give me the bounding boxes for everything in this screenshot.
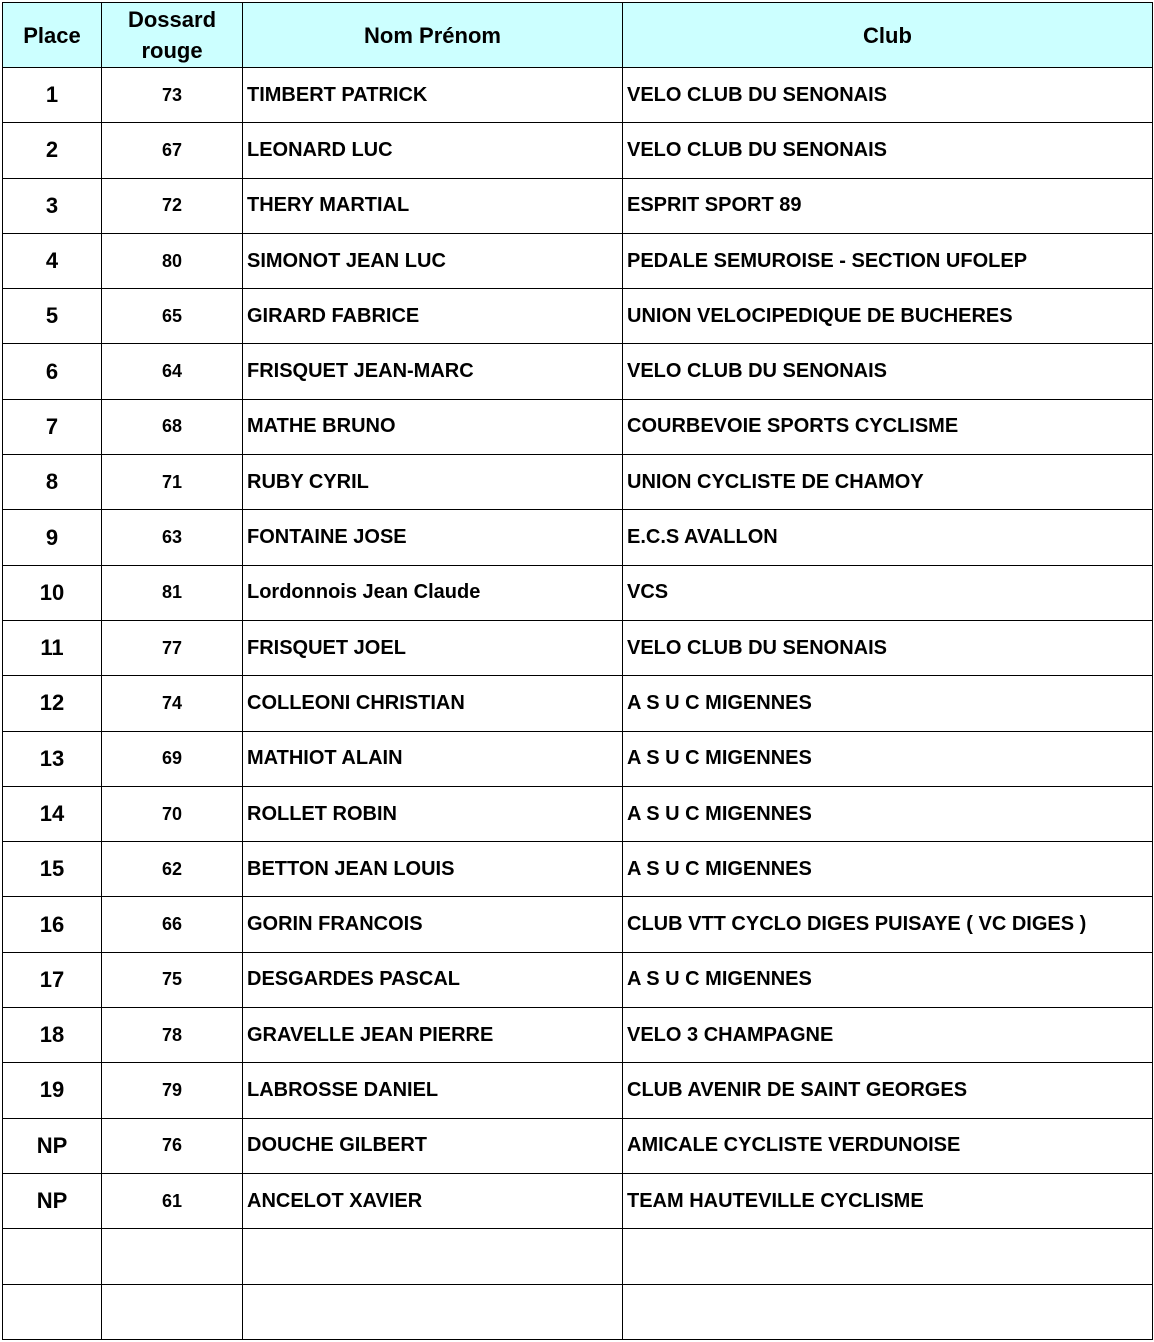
cell-dossard xyxy=(102,1229,243,1284)
cell-place: 14 xyxy=(3,786,102,841)
cell-club: CLUB VTT CYCLO DIGES PUISAYE ( VC DIGES ) xyxy=(623,897,1153,952)
cell-dossard: 81 xyxy=(102,565,243,620)
cell-place xyxy=(3,1229,102,1284)
cell-nom: RUBY CYRIL xyxy=(243,455,623,510)
cell-nom: SIMONOT JEAN LUC xyxy=(243,233,623,288)
cell-club: E.C.S AVALLON xyxy=(623,510,1153,565)
cell-nom: Lordonnois Jean Claude xyxy=(243,565,623,620)
cell-nom: MATHIOT ALAIN xyxy=(243,731,623,786)
cell-nom: GORIN FRANCOIS xyxy=(243,897,623,952)
cell-place: 12 xyxy=(3,676,102,731)
cell-dossard: 62 xyxy=(102,842,243,897)
cell-place: 9 xyxy=(3,510,102,565)
cell-nom: FRISQUET JEAN-MARC xyxy=(243,344,623,399)
table-row xyxy=(3,1173,1153,1228)
table-row xyxy=(3,952,1153,1007)
cell-dossard: 78 xyxy=(102,1008,243,1063)
cell-place: 1 xyxy=(3,68,102,123)
cell-dossard: 65 xyxy=(102,289,243,344)
table-row xyxy=(3,68,1153,123)
cell-place: 13 xyxy=(3,731,102,786)
cell-nom: LEONARD LUC xyxy=(243,123,623,178)
cell-nom: ANCELOT XAVIER xyxy=(243,1173,623,1228)
cell-place: NP xyxy=(3,1173,102,1228)
cell-place: 18 xyxy=(3,1008,102,1063)
cell-nom: ROLLET ROBIN xyxy=(243,786,623,841)
table-row xyxy=(3,178,1153,233)
table-row xyxy=(3,344,1153,399)
header-row xyxy=(3,3,1153,68)
cell-club: A S U C MIGENNES xyxy=(623,786,1153,841)
cell-place: 7 xyxy=(3,399,102,454)
table-row xyxy=(3,1229,1153,1284)
cell-nom: DOUCHE GILBERT xyxy=(243,1118,623,1173)
cell-club: PEDALE SEMUROISE - SECTION UFOLEP xyxy=(623,233,1153,288)
cell-place: 3 xyxy=(3,178,102,233)
cell-nom xyxy=(243,1229,623,1284)
cell-dossard xyxy=(102,1284,243,1339)
cell-club: UNION CYCLISTE DE CHAMOY xyxy=(623,455,1153,510)
cell-place: 10 xyxy=(3,565,102,620)
cell-club: CLUB AVENIR DE SAINT GEORGES xyxy=(623,1063,1153,1118)
table-row xyxy=(3,897,1153,952)
cell-club: VELO 3 CHAMPAGNE xyxy=(623,1008,1153,1063)
results-table xyxy=(2,2,1153,1340)
cell-nom: GIRARD FABRICE xyxy=(243,289,623,344)
cell-nom: FRISQUET JOEL xyxy=(243,620,623,675)
header-club: Club xyxy=(623,3,1153,68)
cell-place: 17 xyxy=(3,952,102,1007)
table-row xyxy=(3,399,1153,454)
cell-club: A S U C MIGENNES xyxy=(623,731,1153,786)
cell-dossard: 79 xyxy=(102,1063,243,1118)
table-row xyxy=(3,1118,1153,1173)
cell-dossard: 71 xyxy=(102,455,243,510)
cell-club: TEAM HAUTEVILLE CYCLISME xyxy=(623,1173,1153,1228)
cell-club: COURBEVOIE SPORTS CYCLISME xyxy=(623,399,1153,454)
cell-nom: LABROSSE DANIEL xyxy=(243,1063,623,1118)
cell-place: 6 xyxy=(3,344,102,399)
table-row xyxy=(3,1284,1153,1339)
cell-dossard: 69 xyxy=(102,731,243,786)
cell-club xyxy=(623,1284,1153,1339)
cell-nom: FONTAINE JOSE xyxy=(243,510,623,565)
table-row xyxy=(3,620,1153,675)
cell-club: VCS xyxy=(623,565,1153,620)
table-row xyxy=(3,1008,1153,1063)
table-row xyxy=(3,731,1153,786)
table-row xyxy=(3,842,1153,897)
table-row xyxy=(3,786,1153,841)
cell-dossard: 74 xyxy=(102,676,243,731)
header-place: Place xyxy=(3,3,102,68)
cell-nom: MATHE BRUNO xyxy=(243,399,623,454)
cell-club: A S U C MIGENNES xyxy=(623,952,1153,1007)
header-dossard xyxy=(102,3,243,68)
cell-place xyxy=(3,1284,102,1339)
cell-dossard: 76 xyxy=(102,1118,243,1173)
cell-nom xyxy=(243,1284,623,1339)
cell-place: 8 xyxy=(3,455,102,510)
cell-dossard: 72 xyxy=(102,178,243,233)
cell-club: VELO CLUB DU SENONAIS xyxy=(623,344,1153,399)
cell-place: 15 xyxy=(3,842,102,897)
cell-club: VELO CLUB DU SENONAIS xyxy=(623,620,1153,675)
table-row xyxy=(3,455,1153,510)
table-row xyxy=(3,289,1153,344)
cell-nom: DESGARDES PASCAL xyxy=(243,952,623,1007)
cell-place: 4 xyxy=(3,233,102,288)
cell-nom: TIMBERT PATRICK xyxy=(243,68,623,123)
cell-dossard: 75 xyxy=(102,952,243,1007)
cell-place: 19 xyxy=(3,1063,102,1118)
cell-dossard: 68 xyxy=(102,399,243,454)
cell-place: 16 xyxy=(3,897,102,952)
table-row xyxy=(3,233,1153,288)
cell-dossard: 67 xyxy=(102,123,243,178)
cell-dossard: 63 xyxy=(102,510,243,565)
cell-dossard: 73 xyxy=(102,68,243,123)
header-dossard-line2: rouge xyxy=(141,38,203,63)
cell-place: 5 xyxy=(3,289,102,344)
cell-club xyxy=(623,1229,1153,1284)
table-row xyxy=(3,123,1153,178)
table-row xyxy=(3,1063,1153,1118)
cell-dossard: 61 xyxy=(102,1173,243,1228)
cell-nom: COLLEONI CHRISTIAN xyxy=(243,676,623,731)
cell-dossard: 70 xyxy=(102,786,243,841)
header-dossard-line1: Dossard xyxy=(127,7,217,32)
cell-club: UNION VELOCIPEDIQUE DE BUCHERES xyxy=(623,289,1153,344)
cell-nom: THERY MARTIAL xyxy=(243,178,623,233)
cell-nom: GRAVELLE JEAN PIERRE xyxy=(243,1008,623,1063)
cell-place: 2 xyxy=(3,123,102,178)
cell-dossard: 80 xyxy=(102,233,243,288)
cell-club: AMICALE CYCLISTE VERDUNOISE xyxy=(623,1118,1153,1173)
cell-club: ESPRIT SPORT 89 xyxy=(623,178,1153,233)
cell-club: VELO CLUB DU SENONAIS xyxy=(623,68,1153,123)
cell-dossard: 64 xyxy=(102,344,243,399)
cell-place: NP xyxy=(3,1118,102,1173)
cell-place: 11 xyxy=(3,620,102,675)
cell-dossard: 66 xyxy=(102,897,243,952)
cell-club: A S U C MIGENNES xyxy=(623,676,1153,731)
cell-club: VELO CLUB DU SENONAIS xyxy=(623,123,1153,178)
table-row xyxy=(3,676,1153,731)
cell-dossard: 77 xyxy=(102,620,243,675)
table-row xyxy=(3,510,1153,565)
cell-nom: BETTON JEAN LOUIS xyxy=(243,842,623,897)
table-row xyxy=(3,565,1153,620)
cell-club: A S U C MIGENNES xyxy=(623,842,1153,897)
header-nom: Nom Prénom xyxy=(243,3,623,68)
